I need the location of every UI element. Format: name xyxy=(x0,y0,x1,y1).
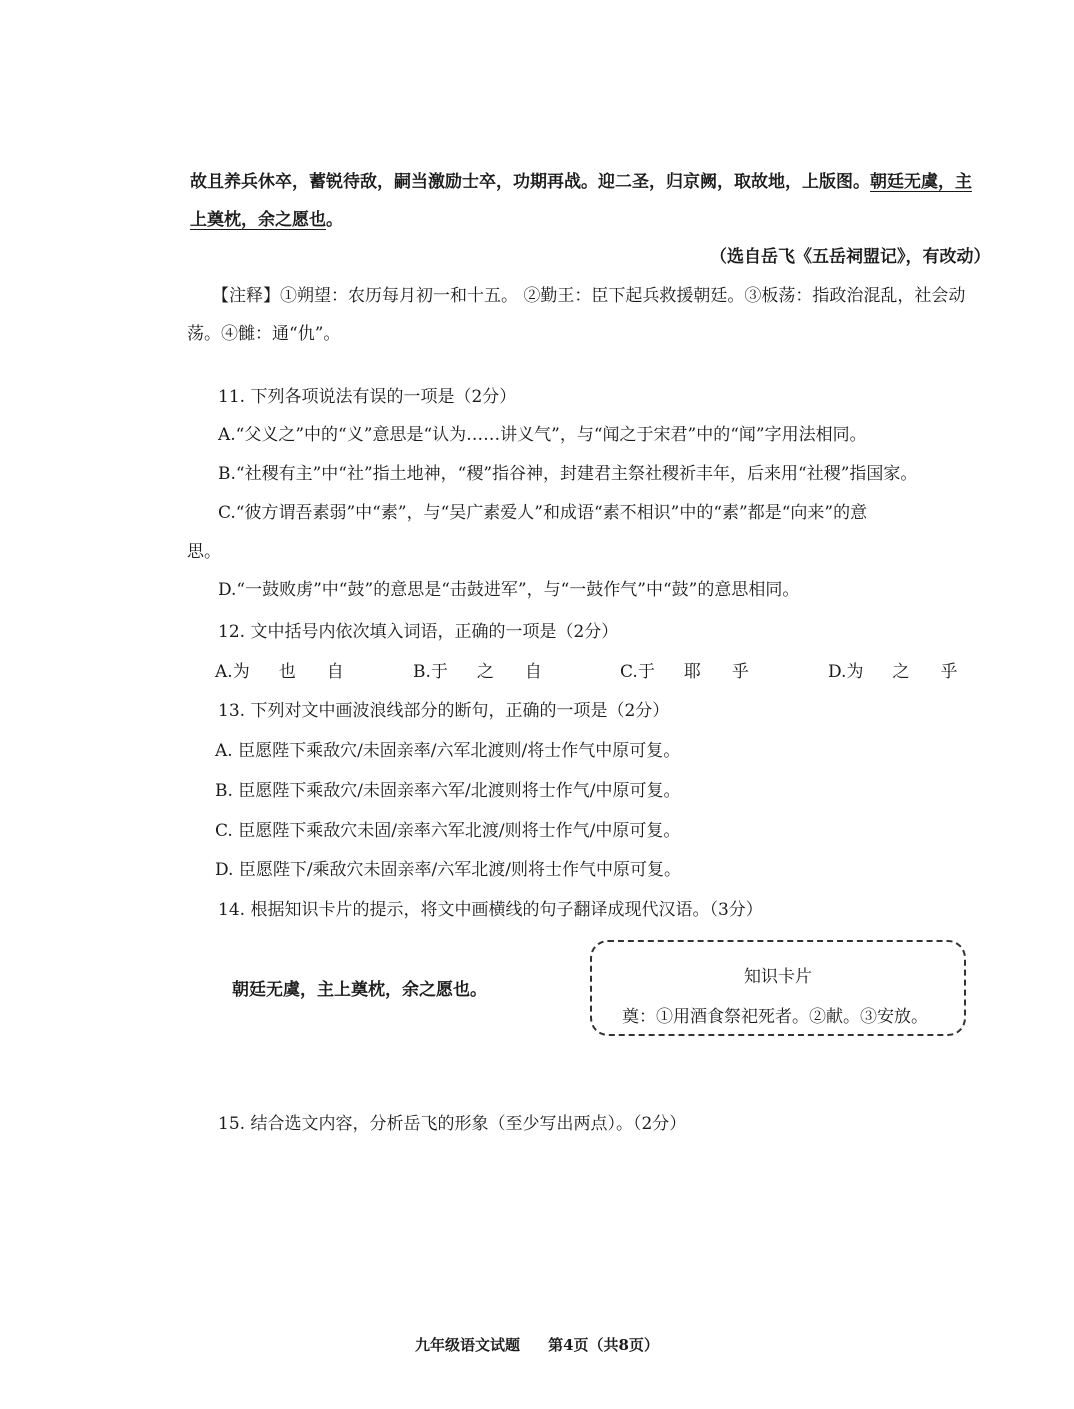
q12-stem: 12. 文中括号内依次填入词语，正确的一项是（2分） xyxy=(218,622,619,642)
passage-line-1 xyxy=(190,171,972,193)
q11-option-d: D.“一鼓败虏”中“鼓”的意思是“击鼓进军”，与“一鼓作气”中“鼓”的意思相同。 xyxy=(218,580,800,600)
footer-subject: 九年级语文试题 xyxy=(415,1336,521,1354)
q12-option-d: D.为 之 乎 xyxy=(828,662,958,682)
passage-source: （选自岳飞《五岳祠盟记》，有改动） xyxy=(710,247,991,267)
knowledge-card-title: 知识卡片 xyxy=(744,967,812,987)
q13-option-a: A. 臣愿陛下乘敌穴/未固亲率/六军北渡则/将士作气中原可复。 xyxy=(215,741,681,761)
q13-option-d: D. 臣愿陛下/乘敌穴未固亲率/六军北渡/则将士作气中原可复。 xyxy=(215,860,682,880)
q14-stem: 14. 根据知识卡片的提示，将文中画横线的句子翻译成现代汉语。（3分） xyxy=(218,900,763,920)
q12-option-b: B.于 之 自 xyxy=(413,662,542,682)
page-footer xyxy=(0,1334,1074,1355)
q13-stem: 13. 下列对文中画波浪线部分的断句，正确的一项是（2分） xyxy=(218,701,670,721)
q11-stem: 11. 下列各项说法有误的一项是（2分） xyxy=(218,387,517,407)
underlined-sentence-part-1: 朝廷无虞，主 xyxy=(870,172,972,192)
q11-option-b: B.“社稷有主”中“社”指土地神，“稷”指谷神，封建君主祭社稷祈丰年，后来用“社稷”指国家。 xyxy=(218,464,918,484)
underlined-sentence-part-2: 上奠枕，余之愿也 xyxy=(190,210,326,230)
footer-page-number: 第4页（共8页） xyxy=(548,1336,659,1354)
q11-option-c: C.“彼方谓吾素弱”中“素”，与“吴广素爱人”和成语“素不相识”中的“素”都是“向来”的意 xyxy=(218,503,868,523)
q12-option-c: C.于 耶 乎 xyxy=(620,662,749,682)
q11-option-a: A.“父义之”中的“义”意思是“认为……讲义气”，与“闻之于宋君”中的“闻”字用法相同。 xyxy=(218,425,867,445)
passage-end: 。 xyxy=(326,210,343,230)
q13-option-b: B. 臣愿陛下乘敌穴/未固亲率六军/北渡则将士作气/中原可复。 xyxy=(215,781,681,801)
q14-sentence: 朝廷无虞，主上奠枕，余之愿也。 xyxy=(232,980,487,1000)
q11-option-c-cont: 思。 xyxy=(187,542,221,562)
q12-option-a: A.为 也 自 xyxy=(215,662,344,682)
passage-line-2 xyxy=(190,209,343,231)
knowledge-card xyxy=(590,940,966,1036)
knowledge-card-body: 奠：①用酒食祭祀死者。②献。③安放。 xyxy=(622,1007,928,1027)
annotation-line-2: 荡。④雠：通“仇”。 xyxy=(187,324,341,344)
q15-stem: 15. 结合选文内容，分析岳飞的形象（至少写出两点）。（2分） xyxy=(218,1114,687,1134)
passage-text: 故且养兵休卒，蓄锐待敌，嗣当激励士卒，功期再战。迎二圣，归京阙，取故地，上版图。 xyxy=(190,172,870,192)
q13-option-c: C. 臣愿陛下乘敌穴未固/亲率六军北渡/则将士作气/中原可复。 xyxy=(215,821,681,841)
annotation-line-1: 【注释】①朔望：农历每月初一和十五。 ②勤王：臣下起兵救援朝廷。③板荡：指政治混乱，社会动 xyxy=(212,286,966,306)
